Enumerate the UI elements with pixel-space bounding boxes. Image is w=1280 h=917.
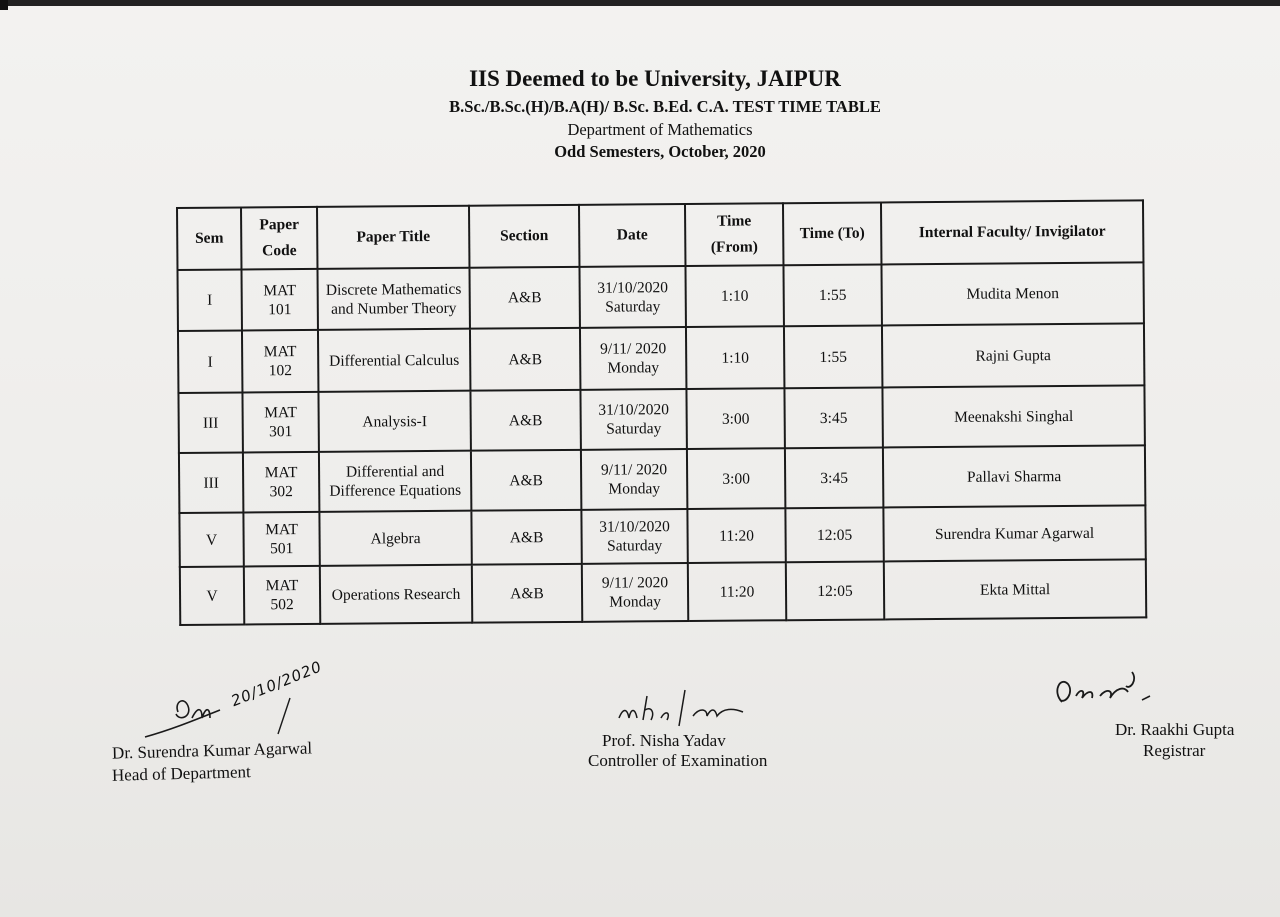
code-number: 502 (270, 596, 294, 614)
cell-faculty: Pallavi Sharma (883, 445, 1145, 507)
cell-time-from: 11:20 (687, 508, 785, 563)
coe-role: Controller of Examination (588, 751, 768, 770)
code-number: 301 (269, 423, 293, 441)
col-sem: Sem (177, 207, 241, 270)
table-row (179, 505, 1145, 567)
col-paper-code (241, 207, 317, 270)
cell-sem: III (179, 452, 243, 513)
code-prefix: MAT (263, 343, 297, 361)
table-row (177, 262, 1143, 331)
cell-date (582, 563, 688, 622)
cell-faculty: Surendra Kumar Agarwal (883, 505, 1145, 561)
date-value: 31/10/2020 (598, 401, 669, 419)
cell-sem: I (177, 269, 241, 331)
cell-time-to: 12:05 (785, 507, 883, 562)
cell-faculty: Mudita Menon (881, 262, 1143, 325)
cell-title: Algebra (319, 511, 471, 566)
col-time-from-line2: (From) (710, 238, 758, 256)
cell-date (581, 509, 687, 564)
col-date: Date (579, 204, 685, 267)
cell-time-from: 3:00 (687, 448, 785, 509)
cell-code (241, 269, 317, 331)
university-title: IIS Deemed to be University, JAIPUR (469, 66, 841, 91)
date-day: Saturday (605, 297, 661, 316)
col-faculty: Internal Faculty/ Invigilator (881, 200, 1143, 264)
code-prefix: MAT (265, 521, 298, 539)
cell-code (242, 392, 318, 453)
code-prefix: MAT (264, 464, 298, 482)
col-section: Section (469, 205, 579, 268)
cell-section: A&B (470, 390, 580, 451)
scan-edge (0, 0, 1280, 6)
cell-faculty: Rajni Gupta (882, 323, 1144, 387)
hod-role: Head of Department (111, 762, 251, 785)
cell-sem: V (179, 512, 243, 567)
code-number: 302 (269, 483, 293, 501)
cell-code (244, 566, 320, 625)
code-number: 101 (268, 300, 292, 318)
cell-section: A&B (472, 564, 582, 623)
col-time-from-line1: Time (716, 212, 752, 230)
col-paper-code-line1: Paper (259, 216, 300, 234)
cell-faculty: Meenakshi Singhal (882, 385, 1144, 447)
cell-title: Discrete Mathematics and Number Theory (317, 268, 469, 330)
code-prefix: MAT (264, 404, 298, 422)
cell-date (580, 389, 686, 450)
table-row (180, 559, 1146, 625)
date-value: 31/10/2020 (599, 518, 670, 536)
cell-section: A&B (469, 267, 579, 329)
program-title: B.Sc./B.Sc.(H)/B.A(H)/ B.Sc. B.Ed. C.A. TEST TIME TABLE (449, 97, 881, 116)
table-row (178, 323, 1144, 393)
col-paper-code-line2: Code (262, 242, 297, 260)
cell-sem: III (178, 392, 242, 453)
cell-code (243, 452, 319, 513)
coe-signature-ink (615, 686, 765, 728)
semester-title: Odd Semesters, October, 2020 (554, 142, 766, 161)
cell-code (242, 330, 318, 393)
code-number: 102 (268, 362, 292, 380)
date-value: 9/11/ 2020 (600, 461, 668, 479)
date-day: Saturday (607, 537, 663, 555)
cell-date (579, 266, 685, 328)
date-day: Saturday (606, 420, 662, 438)
col-time-from (685, 203, 783, 266)
cell-section: A&B (470, 328, 580, 391)
cell-sem: I (178, 330, 242, 393)
timetable-header-row (177, 200, 1143, 270)
col-paper-title: Paper Title (317, 206, 469, 269)
department-name: Department of Mathematics (567, 120, 753, 139)
cell-date (581, 449, 687, 510)
cell-time-to: 12:05 (786, 561, 884, 620)
code-number: 501 (269, 540, 294, 558)
cell-time-to: 1:55 (784, 325, 882, 388)
coe-name: Prof. Nisha Yadav (602, 731, 726, 750)
cell-section: A&B (471, 450, 581, 511)
registrar-signature-ink (1050, 666, 1170, 716)
cell-title: Differential Calculus (318, 329, 470, 392)
code-prefix: MAT (263, 281, 297, 299)
cell-title: Operations Research (320, 565, 472, 624)
table-row (179, 445, 1145, 513)
date-value: 9/11/ 2020 (599, 340, 667, 358)
cell-time-to: 3:45 (784, 387, 882, 448)
registrar-name: Dr. Raakhi Gupta (1115, 720, 1235, 739)
hod-name: Dr. Surendra Kumar Agarwal (111, 738, 313, 763)
date-value: 31/10/2020 (597, 278, 669, 297)
registrar-role: Registrar (1143, 741, 1206, 760)
table-row (178, 385, 1144, 453)
date-day: Monday (609, 593, 662, 611)
cell-time-from: 3:00 (686, 388, 784, 449)
date-day: Monday (608, 480, 661, 498)
cell-date (580, 327, 686, 390)
cell-time-from: 1:10 (686, 326, 784, 389)
cell-time-to: 3:45 (785, 447, 883, 508)
date-value: 9/11/ 2020 (601, 574, 669, 592)
scan-mark (0, 0, 8, 10)
date-day: Monday (607, 359, 660, 377)
cell-title: Differential and Difference Equations (319, 451, 471, 512)
cell-code (243, 512, 319, 567)
cell-time-to: 1:55 (783, 264, 881, 326)
cell-sem: V (180, 566, 244, 625)
cell-faculty: Ekta Mittal (884, 559, 1146, 619)
cell-time-from: 1:10 (685, 265, 783, 327)
cell-title: Analysis-I (318, 391, 470, 452)
col-time-to: Time (To) (783, 202, 881, 265)
timetable (176, 199, 1147, 626)
code-prefix: MAT (265, 577, 299, 595)
hod-handwritten-date: 20/10/2020 (228, 657, 325, 711)
cell-time-from: 11:20 (688, 562, 786, 621)
cell-section: A&B (471, 510, 581, 565)
